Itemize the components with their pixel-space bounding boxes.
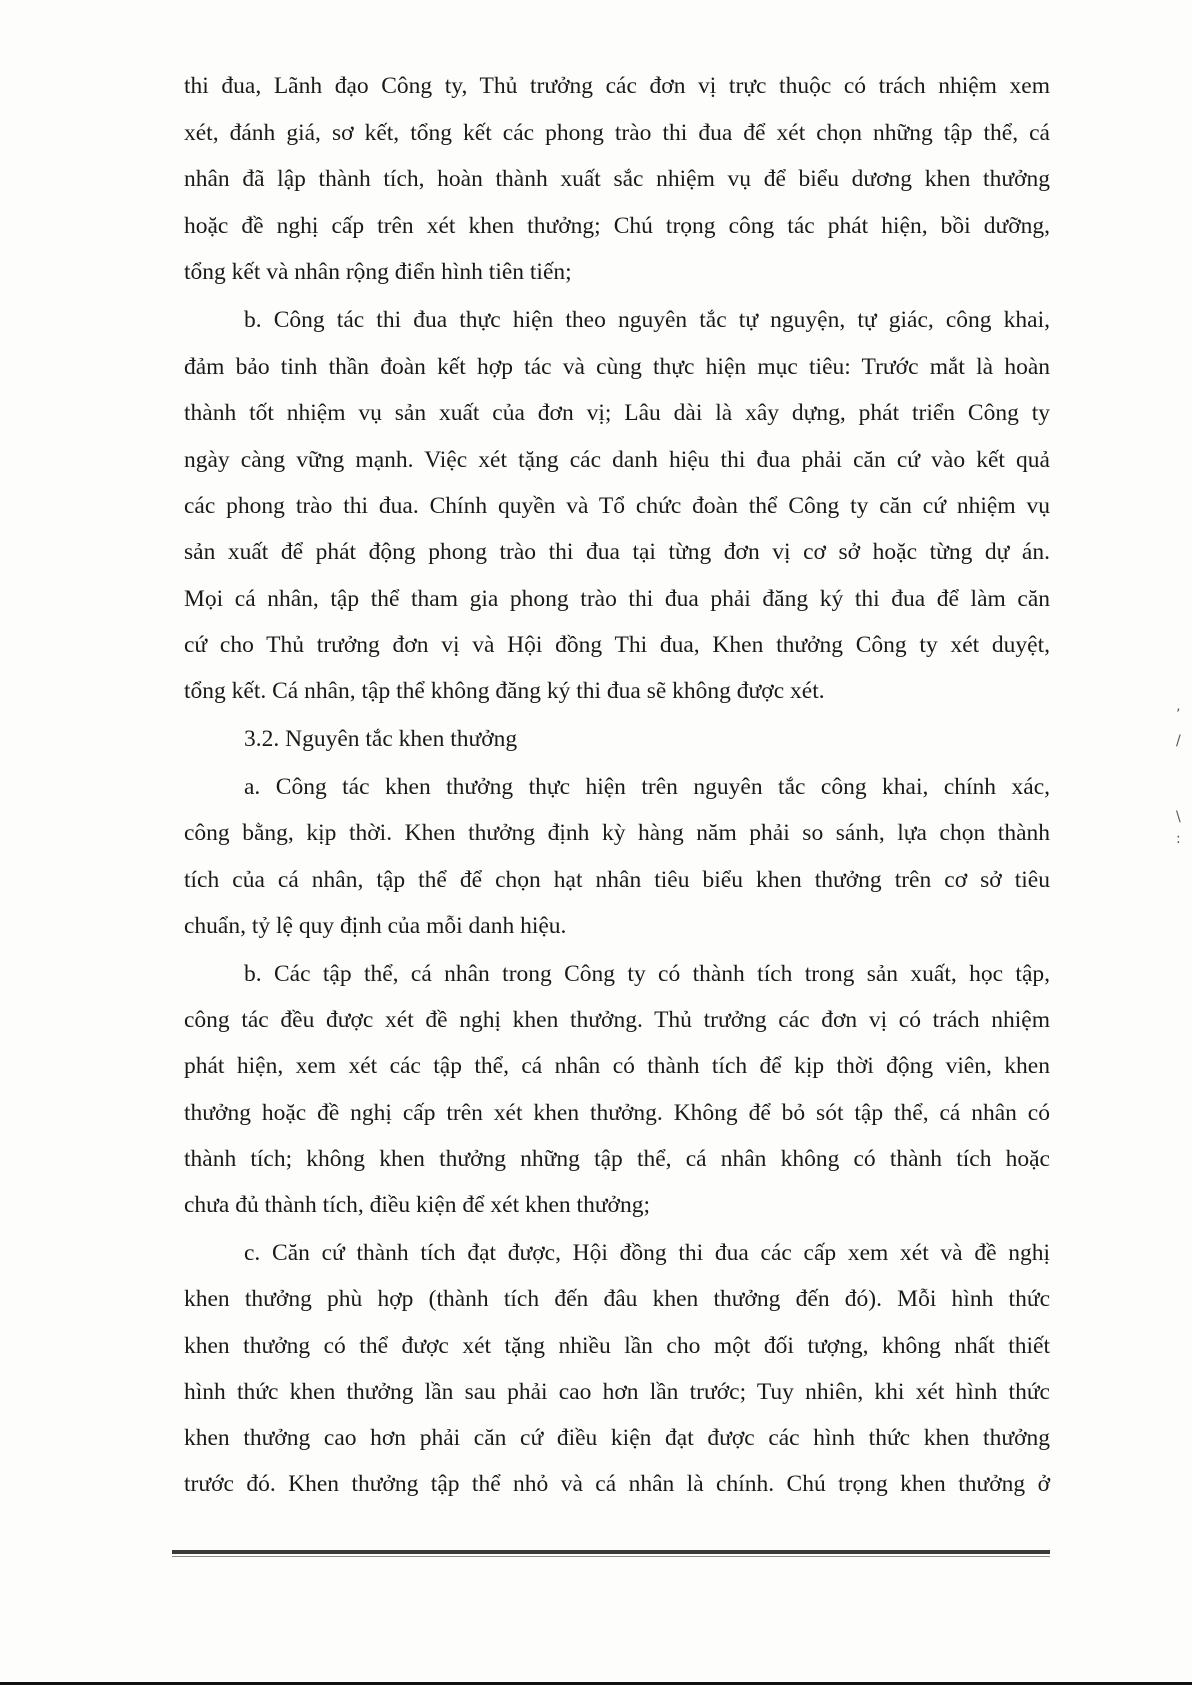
text-line: đảm bảo tinh thần đoàn kết hợp tác và cùng thực hiện mục tiêu: Trước mắt là hoàn (184, 354, 1050, 380)
text-line: công tác đều được xét đề nghị khen thưởng. Thủ trưởng các đơn vị có trách nhiệm (184, 1007, 1050, 1033)
margin-mark: : (1176, 831, 1181, 847)
text-line: nhân đã lập thành tích, hoàn thành xuất sắc nhiệm vụ để biểu dương khen thưởng (184, 166, 1050, 192)
margin-mark: / (1176, 733, 1181, 749)
text-line: các phong trào thi đua. Chính quyền và Tổ chức đoàn thể Công ty căn cứ nhiệm vụ (184, 493, 1050, 519)
text-line: khen thưởng có thể được xét tặng nhiều lần cho một đối tượng, không nhất thiết (184, 1333, 1050, 1359)
text-line: khen thưởng cao hơn phải căn cứ điều kiện đạt được các hình thức khen thưởng (184, 1425, 1050, 1451)
text-line: tổng kết và nhân rộng điển hình tiên tiến; (184, 259, 572, 285)
margin-mark: \ (1176, 809, 1181, 825)
text-line: phát hiện, xem xét các tập thể, cá nhân có thành tích để kịp thời động viên, khen (184, 1053, 1050, 1079)
text-line: hình thức khen thưởng lần sau phải cao hơn lần trước; Tuy nhiên, khi xét hình thức (184, 1379, 1050, 1405)
text-line: chuẩn, tỷ lệ quy định của mỗi danh hiệu. (184, 913, 567, 939)
margin-mark: ’ (1176, 707, 1181, 723)
text-line: b. Các tập thể, cá nhân trong Công ty có thành tích trong sản xuất, học tập, (244, 961, 1050, 987)
footer-rule (172, 1550, 1050, 1554)
text-line: công bằng, kịp thời. Khen thưởng định kỳ hàng năm phải so sánh, lựa chọn thành (184, 820, 1050, 846)
text-line: tổng kết. Cá nhân, tập thể không đăng ký thi đua sẽ không được xét. (184, 678, 825, 704)
text-line: thưởng hoặc đề nghị cấp trên xét khen thưởng. Không để bỏ sót tập thể, cá nhân có (184, 1100, 1050, 1126)
text-line: thành tốt nhiệm vụ sản xuất của đơn vị; Lâu dài là xây dựng, phát triển Công ty (184, 400, 1050, 426)
text-line: cứ cho Thủ trưởng đơn vị và Hội đồng Thi đua, Khen thưởng Công ty xét duyệt, (184, 632, 1050, 658)
text-line: ngày càng vững mạnh. Việc xét tặng các danh hiệu thi đua phải căn cứ vào kết quả (184, 447, 1050, 473)
footer-rule-thin (172, 1556, 1050, 1557)
text-line: b. Công tác thi đua thực hiện theo nguyên tắc tự nguyện, tự giác, công khai, (244, 307, 1050, 333)
text-line: 3.2. Nguyên tắc khen thưởng (244, 726, 518, 752)
text-line: c. Căn cứ thành tích đạt được, Hội đồng thi đua các cấp xem xét và đề nghị (244, 1240, 1050, 1266)
text-line: chưa đủ thành tích, điều kiện để xét khen thưởng; (184, 1192, 651, 1218)
text-line: khen thưởng phù hợp (thành tích đến đâu khen thưởng đến đó). Mỗi hình thức (184, 1286, 1050, 1312)
text-line: a. Công tác khen thưởng thực hiện trên nguyên tắc công khai, chính xác, (244, 774, 1050, 800)
text-line: trước đó. Khen thưởng tập thể nhỏ và cá nhân là chính. Chú trọng khen thưởng ở (184, 1471, 1050, 1497)
margin-marks (1176, 705, 1186, 865)
text-line: thành tích; không khen thưởng những tập thể, cá nhân không có thành tích hoặc (184, 1146, 1050, 1172)
text-line: Mọi cá nhân, tập thể tham gia phong trào thi đua phải đăng ký thi đua để làm căn (184, 586, 1050, 612)
text-line: thi đua, Lãnh đạo Công ty, Thủ trưởng các đơn vị trực thuộc có trách nhiệm xem (184, 73, 1050, 99)
text-line: sản xuất để phát động phong trào thi đua tại từng đơn vị cơ sở hoặc từng dự án. (184, 539, 1050, 565)
text-line: tích của cá nhân, tập thể để chọn hạt nhân tiêu biểu khen thưởng trên cơ sở tiêu (184, 867, 1050, 893)
text-line: hoặc đề nghị cấp trên xét khen thưởng; Chú trọng công tác phát hiện, bồi dưỡng, (184, 213, 1050, 239)
text-line: xét, đánh giá, sơ kết, tổng kết các phong trào thi đua để xét chọn những tập thể, cá (184, 120, 1050, 146)
